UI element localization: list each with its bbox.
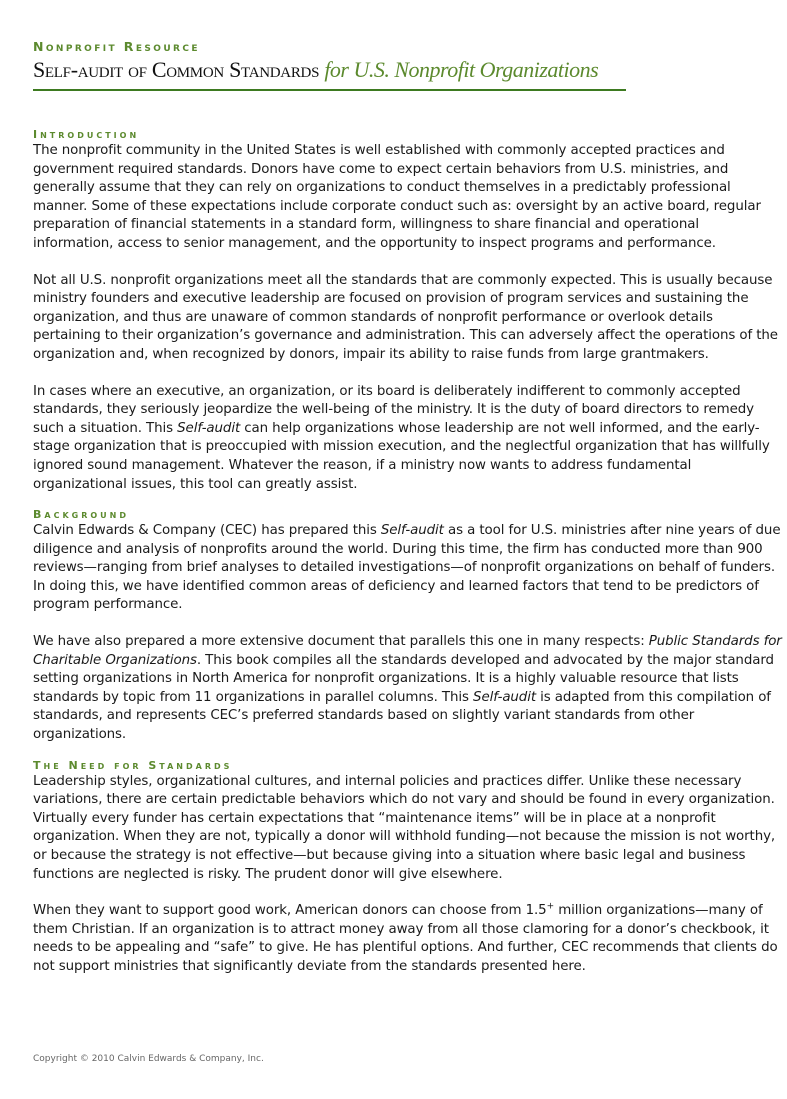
section-heading-background: Background (33, 508, 130, 522)
title-accent: for U.S. Nonprofit Organizations (324, 57, 599, 82)
bg-p1-emphasis: Self-audit (380, 523, 444, 539)
document-title (33, 56, 628, 86)
intro-paragraph-1: The nonprofit community in the United States is well established with commonly accepted practices and government required standards. Donors have come to expect certain behaviors from U.S. ministries, and generally assume that they can rely on organizations to conduct themselves in a predictably professional manner. Some of these expectations include corporate conduct such as: oversight by an active board, regular preparation of financial statements in a standard form, willingness to share financial and operational information, access to senior management, and the opportunity to inspect programs and performance. (33, 143, 761, 251)
bg-p2-emphasis-2: Self-audit (473, 689, 536, 705)
background-paragraph-1 (33, 522, 783, 615)
bg-p2-emphasis-1: Public Standards for Charitable Organizations (33, 634, 782, 668)
need-paragraph-2 (33, 902, 783, 976)
need-p2-superscript: + (546, 901, 555, 912)
intro-p3-text-b: can help organizations whose leadership are not well informed, and the early-stage organization that is preoccupied with mission execution, and the neglectful organization that has willfully ignored sound management. Whatever the reason, if a ministry now wants to address fundamental organizational issues, this tool can greatly assist. (33, 420, 770, 492)
bg-p2-text-a: We have also prepared a more extensive document that parallels this one in many respects: (33, 634, 649, 650)
section-heading-need-for-standards: The Need for Standards (33, 758, 233, 772)
need-paragraph-1: Leadership styles, organizational cultures, and internal policies and practices differ. Unlike these necessary variations, there are certain predictable behaviors which do not vary and should be found in every organization. Virtually every funder has certain expectations that “maintenance items” will be in place at a nonprofit organization. When they are not, typically a donor will withhold funding—not because the mission is not worthy, or because the strategy is not effective—but because giving into a situation where basic legal and business functions are neglected is risky. The prudent donor will give elsewhere. (33, 773, 776, 882)
intro-p3-text-a: In cases where an executive, an organization, or its board is deliberately indifferent to commonly accepted standards, they seriously jeopardize the well-being of the ministry. It is the duty of board directors to remedy such a situation. This (33, 383, 754, 436)
copyright-footer: Copyright © 2010 Calvin Edwards & Company, Inc. (33, 1054, 264, 1064)
bg-p2-text-b: . This book compiles all the standards developed and advocated by the major standard setting organizations in North America for nonprofit organizations. It is a highly valuable resource that lists standards by topic from 11 organizations in parallel columns. This (33, 652, 774, 705)
document-body (33, 128, 783, 977)
section-heading-introduction: Introduction (33, 128, 140, 141)
bg-p1-text-b: as a tool for U.S. ministries after nine years of due diligence and analysis of nonprofits around the world. During this time, the firm has conducted more than 900 reviews—ranging from brief analyses to detailed investigations—of nonprofit organizations on behalf of funders. In doing this, we have identified common areas of deficiency and learned factors that tend to be predictors of program performance. (33, 523, 781, 613)
bg-p2-text-c: is adapted from this compilation of standards, and represents CEC’s preferred standards based on slightly variant standards from other organizations. (33, 689, 771, 743)
intro-paragraph-3 (33, 383, 783, 495)
document-header (33, 40, 628, 91)
background-paragraph-2 (33, 633, 783, 745)
header-kicker: Nonprofit Resource (33, 39, 200, 54)
bg-p1-text-a: Calvin Edwards & Company (CEC) has prepared this (33, 523, 381, 539)
need-p2-text-b: million organizations—many of them Christian. If an organization is to attract money away from all those clamoring for a donor’s checkbook, it needs to be appealing and “safe” to give. He has plentiful options. And further, CEC recommends that clients do not support ministries that significantly deviate from the standards presented here. (33, 903, 778, 974)
intro-p3-emphasis: Self-audit (177, 420, 241, 436)
intro-paragraph-2: Not all U.S. nonprofit organizations meet all the standards that are commonly expected. This is usually because ministry founders and executive leadership are focused on provision of program services and sustaining the organization, and thus are unaware of common standards of nonprofit performance or overlook details pertaining to their organization’s governance and administration. This can adversely affect the operations of the organization and, when recognized by donors, impair its ability to raise funds from large grantmakers. (33, 272, 778, 362)
title-main: Self-audit of Common Standards (33, 57, 325, 82)
need-p2-text-a: When they want to support good work, American donors can choose from 1.5 (33, 903, 547, 919)
header-rule (33, 89, 626, 91)
